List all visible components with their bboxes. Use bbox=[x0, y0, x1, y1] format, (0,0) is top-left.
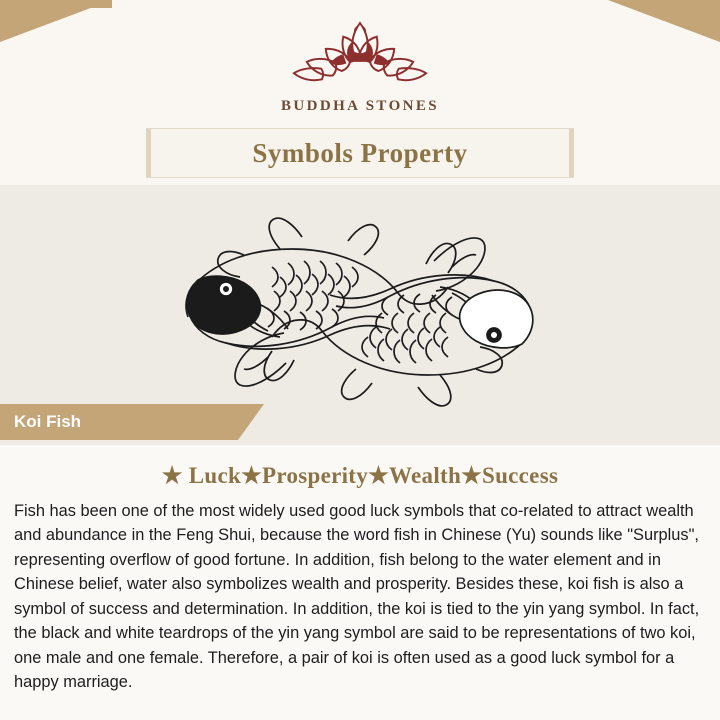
keywords-line: ★ Luck★Prosperity★Wealth★Success bbox=[161, 463, 559, 488]
corner-accent-top-left-bar bbox=[0, 0, 112, 8]
brand-name: BUDDHA STONES bbox=[280, 98, 440, 114]
page-title: Symbols Property bbox=[252, 137, 468, 168]
title-bar-left-cap bbox=[146, 129, 151, 177]
section-title-bar bbox=[146, 128, 574, 178]
lotus-meditation-icon bbox=[284, 18, 436, 92]
label-ribbon-tail bbox=[238, 404, 264, 440]
brand-logo bbox=[0, 18, 720, 115]
description-paragraph: Fish has been one of the most widely used good luck symbols that co-related to attract wealth and abundance in the Feng Shui, because the word fish in Chinese (Yu) sounds like "Surplus", representing overflow of good fortune. In addition, fish belong to the water element and in Chinese belief, water also symbolizes wealth and prosperity. Besides these, koi fish is also a symbol of success and determination. In addition, the koi is tied to the yin yang symbol. In fact, the black and white teardrops of the yin yang symbol are said to be representations of two koi, one male and one female. Therefore, a pair of koi is often used as a good luck symbol for a happy marriage. bbox=[14, 502, 700, 692]
description-panel bbox=[0, 445, 720, 720]
symbol-label: Koi Fish bbox=[14, 412, 82, 431]
title-bar-right-cap bbox=[569, 129, 574, 177]
